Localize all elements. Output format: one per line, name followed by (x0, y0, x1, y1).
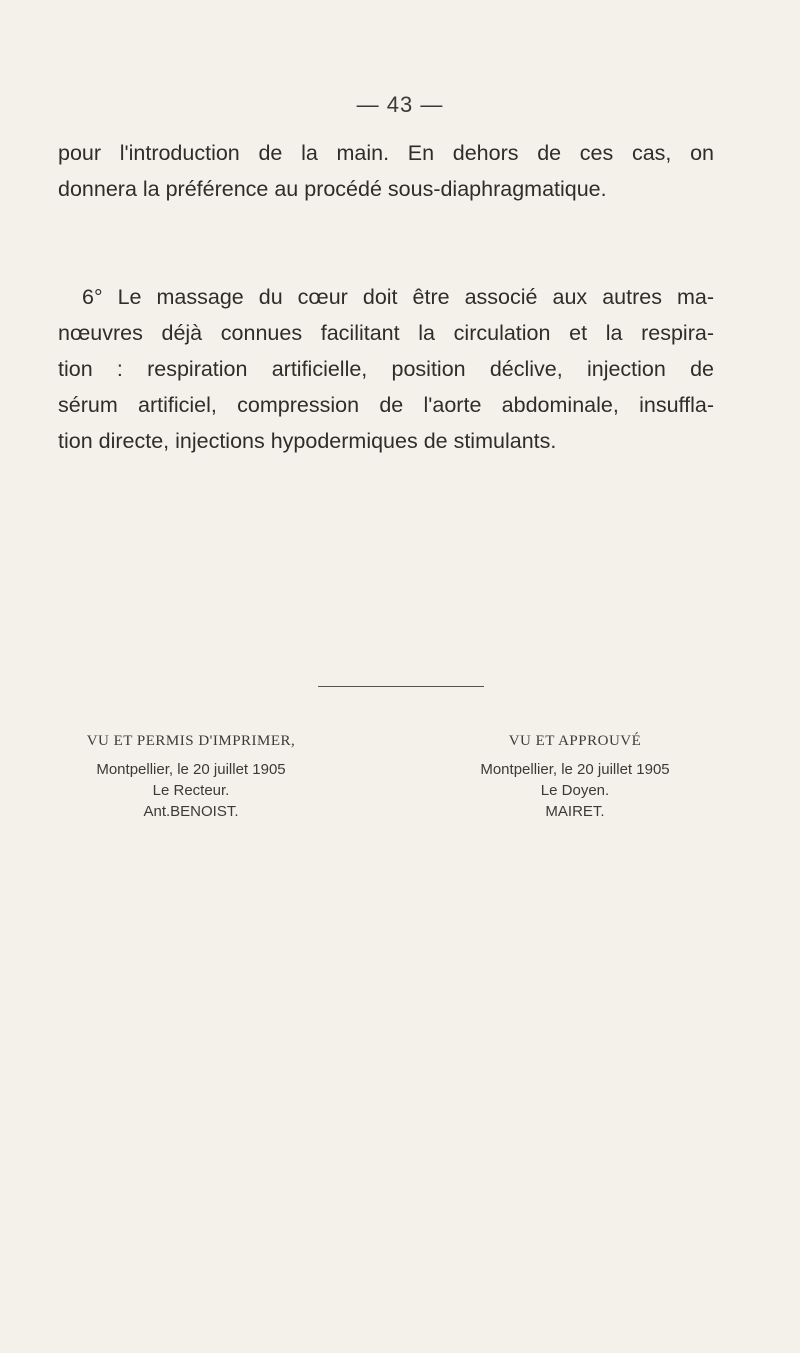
text-line: pour l'introduction de la main. En dehors de ces cas, on (58, 141, 714, 165)
approval-place-date: Montpellier, le 20 juillet 1905 (480, 761, 670, 778)
text-line: tion : respiration artificielle, position déclive, injection de (58, 357, 714, 381)
text-line: sérum artificiel, compression de l'aorte abdominale, insuffla- (58, 393, 714, 417)
text-line: nœuvres déjà connues facilitant la circulation et la respira- (58, 321, 714, 345)
imprimatur-place-date: Montpellier, le 20 juillet 1905 (96, 761, 286, 778)
imprimatur-heading: VU ET PERMIS D'IMPRIMER, (86, 733, 296, 749)
page-number: — 43 — (356, 92, 444, 117)
approval-role: Le Doyen. (540, 782, 610, 799)
imprimatur-role: Le Recteur. (152, 782, 230, 799)
text-line: donnera la préférence au procédé sous-diaphragmatique. (58, 177, 607, 201)
approval-name: MAIRET. (545, 803, 605, 820)
section-divider (318, 686, 484, 687)
text-line: tion directe, injections hypodermiques de stimulants. (58, 429, 557, 453)
paragraph-continuation (58, 135, 714, 207)
paragraph-massage (58, 279, 714, 459)
text-line: 6° Le massage du cœur doit être associé aux autres ma- (82, 285, 714, 309)
approval-block (440, 733, 710, 822)
imprimatur-name: Ant.BENOIST. (143, 803, 239, 820)
imprimatur-block (66, 733, 316, 822)
approval-heading: VU ET APPROUVÉ (508, 733, 642, 749)
